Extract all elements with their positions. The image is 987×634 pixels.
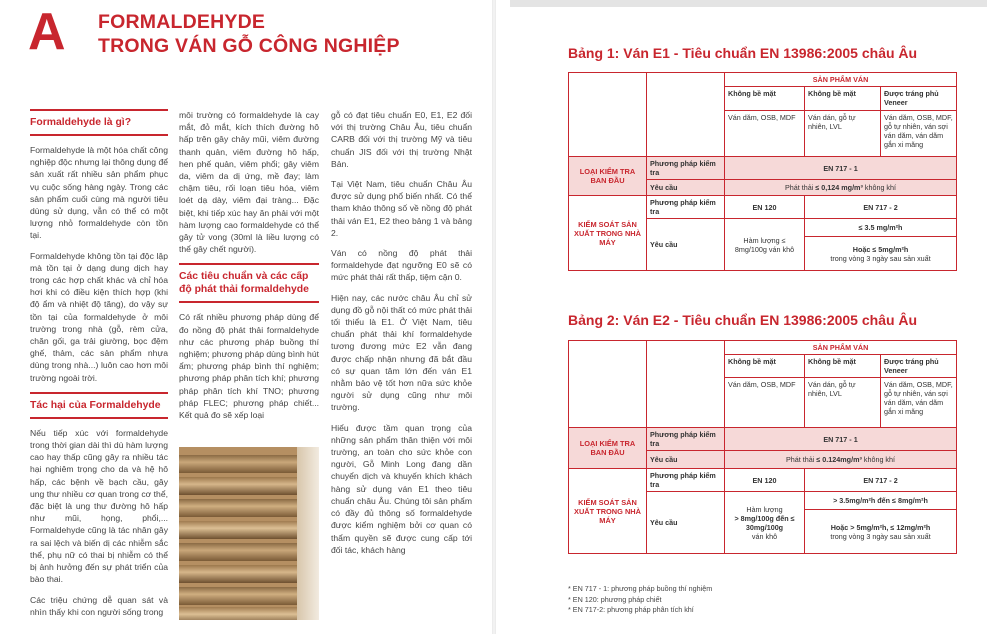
paragraph: Hiện nay, các nước châu Âu chỉ sử dụng đồ gỗ nội thất có mức phát thải tối thiểu là E1. Ở Việt Nam, tiêu chuẩn phát thải khí formaldehyde tương đương mức E2 vẫn đang được chấp nhận nhưng đã bắt đầu có sự quan tâm lớn đến ván E1 nhằm bảo vệ tốt hơn nữa sức khỏe người sử dụng cũng như môi trường. <box>331 292 472 413</box>
factory-req-a <box>725 492 805 554</box>
section-heading-standards: Các tiêu chuẩn và các cấp độ phát thải formaldehyde <box>179 263 319 303</box>
factory-control-label: KIỂM SOÁT SẢN XUẤT TRONG NHÀ MÁY <box>569 196 647 271</box>
paragraph: Formaldehyde không tồn tại độc lập mà tồn tại ở dạng dung dịch hay trong các hợp chất khác và chỉ hóa hơi khi có điều kiện thích hợp (khi độ ẩm và nhiệt độ tăng), do vậy sự tồn tại của formaldehyde ở môi trường trong nhà (gỗ, rèm cửa, chăn gối, ga trải giường, bọc đệm ghế, thảm, các sản phẩm nhựa dùng trong nhà...) luôn cao hơn môi trường ngoài trời. <box>30 250 168 383</box>
req-value: > 8mg/100g đến ≤ 30mg/100g <box>734 513 795 532</box>
col-product: Ván dăm, OSB, MDF <box>725 378 805 428</box>
footnotes <box>568 584 712 616</box>
req-text: ván khô <box>751 531 778 541</box>
factory-control-label: KIỂM SOÁT SẢN XUẤT TRONG NHÀ MÁY <box>569 469 647 554</box>
col-product: Ván dăm, OSB, MDF, gỗ tự nhiên, ván sợi ván dăm, ván dăm gắn xi măng <box>881 378 957 428</box>
top-bar <box>510 0 987 7</box>
req-value: Hoặc ≤ 5mg/m²h <box>852 244 909 254</box>
table-corner <box>647 73 725 157</box>
initial-method: EN 717 - 1 <box>725 157 957 180</box>
col-product: Ván dán, gỗ tự nhiên, LVL <box>805 111 881 157</box>
method-label: Phương pháp kiểm tra <box>647 196 725 219</box>
factory-method-b: EN 717 - 2 <box>805 469 957 492</box>
footnote: * EN 120: phương pháp chiết <box>568 594 662 604</box>
paragraph: Các triệu chứng dễ quan sát và nhìn thấy khi con người sống trong <box>30 594 168 617</box>
req-text: Phát thải <box>785 455 817 464</box>
table-2-title: Bảng 2: Ván E2 - Tiêu chuẩn EN 13986:2005 châu Âu <box>568 312 918 328</box>
table-1 <box>568 72 957 271</box>
requirement-label: Yêu cầu <box>647 492 725 554</box>
footnote: * EN 717 - 1: phương pháp buồng thí nghiệm <box>568 584 713 593</box>
footnote: * EN 717-2: phương pháp phân tích khí <box>568 605 694 614</box>
section-heading-what-is: Formaldehyde là gì? <box>30 109 168 136</box>
paragraph: Nếu tiếp xúc với formaldehyde trong thời gian dài thì dù hàm lượng cao hay thấp cũng gây ra nhiều tác hại nghiêm trọng cho da và hệ hô hấp, các bệnh về bạch cầu, gây ung thư nhiều cơ quan trong cơ thể, đặc biệt là ung thư đường hô hấp như mũi, họng, phổi,... Formaldehyde cũng là tác nhân gây ra sai lệch và biến dị các nhiễm sắc thể, phụ nữ có thai bị nhiễm có thể bị ảnh hưởng đến sự phát triển của bào thai. <box>30 427 168 585</box>
initial-requirement <box>725 180 957 196</box>
text-column-1 <box>30 109 168 626</box>
req-text: không khí <box>862 183 897 192</box>
section-heading-harm: Tác hại của Formaldehyde <box>30 392 168 419</box>
product-header: SẢN PHẨM VÁN <box>725 73 957 87</box>
paragraph: Có rất nhiều phương pháp dùng để đo nồng độ phát thải formaldehyde như các phương pháp buồng thí nghiệm; phương pháp dùng bình hút ẩm; phương pháp bình thí nghiệm; phương pháp phân tích khí; phương pháp phân tích khí TNO; phương pháp FLEC; phương pháp chiết... Kết quả đo sẽ xếp loại <box>179 312 319 421</box>
factory-method-a: EN 120 <box>725 196 805 219</box>
req-text: Phát thải <box>784 183 816 192</box>
paragraph: Ván có nồng độ phát thải formaldehyde đạt ngưỡng E0 sẽ có mức phát thải rất thấp, tiệm cận 0. <box>331 248 472 283</box>
method-label: Phương pháp kiểm tra <box>647 469 725 492</box>
requirement-label: Yêu cầu <box>647 180 725 196</box>
table-1-title: Bảng 1: Ván E1 - Tiêu chuẩn EN 13986:2005 châu Âu <box>568 45 918 61</box>
col-head: Không bề mặt <box>805 87 881 111</box>
wood-boards-photo <box>179 447 319 620</box>
requirement-label: Yêu cầu <box>647 451 725 469</box>
table-2 <box>568 340 957 554</box>
req-text: không khí <box>861 455 896 464</box>
paragraph: môi trường có formaldehyde là cay mắt, đỏ mắt, kích thích đường hô hấp trên gây chảy mũi, viêm đường thanh quản, viêm đường hô hấp, hen phế quản, viêm phổi; gây viêm da, viêm da dị ứng, mề đay; làm chậm tiêu, rối loạn tiêu hóa, viêm loét dạ dày, viêm đại tràng... Đặc biệt, khi tiếp xúc hay ăn phải với một hàm lượng cao formaldehyde có thể gây tử vong (30ml là liều lượng có thể gây chết người). <box>179 110 319 255</box>
table-corner <box>569 73 647 157</box>
product-header: SẢN PHẨM VÁN <box>725 341 957 355</box>
col-product: Ván dán, gỗ tự nhiên, LVL <box>805 378 881 428</box>
col-head: Được tráng phủ Veneer <box>881 355 957 378</box>
col-head: Không bề mặt <box>725 355 805 378</box>
table-corner <box>647 341 725 428</box>
title-line-1: FORMALDEHYDE <box>98 11 266 33</box>
factory-method-a: EN 120 <box>725 469 805 492</box>
initial-check-label: LOẠI KIỂM TRA BAN ĐẦU <box>569 428 647 469</box>
factory-req-a: Hàm lượng ≤ 8mg/100g ván khô <box>725 219 805 271</box>
page-title <box>98 10 400 58</box>
page-spine <box>492 0 496 634</box>
method-label: Phương pháp kiểm tra <box>647 157 725 180</box>
factory-req-b1: ≤ 3.5 mg/m²h <box>805 219 957 237</box>
method-label: Phương pháp kiểm tra <box>647 428 725 451</box>
req-text: trong vòng 3 ngày sau sản xuất <box>830 253 931 263</box>
req-value: ≤ 0,124 mg/m³ <box>815 183 863 192</box>
factory-method-b: EN 717 - 2 <box>805 196 957 219</box>
text-column-2 <box>179 109 319 429</box>
section-letter: A <box>28 3 66 61</box>
paragraph: Tại Việt Nam, tiêu chuẩn Châu Âu được sử dụng phổ biến nhất. Có thể tham khảo thông số về nồng độ phát thải ván E1, E2 theo bảng 1 và bảng 2. <box>331 179 472 238</box>
initial-requirement <box>725 451 957 469</box>
paragraph: gỗ có đạt tiêu chuẩn E0, E1, E2 đối với thị trường Châu Âu, tiêu chuẩn CARB đối với thị trường Mỹ và tiêu chuẩn JIS đối với thị trường Nhật Bản. <box>331 110 472 169</box>
text-column-3 <box>331 109 472 564</box>
req-text: trong vòng 3 ngày sau sản xuất <box>830 531 931 541</box>
req-value: Hoặc > 5mg/m²h, ≤ 12mg/m²h <box>830 522 931 532</box>
requirement-label: Yêu cầu <box>647 219 725 271</box>
initial-method: EN 717 - 1 <box>725 428 957 451</box>
table-corner <box>569 341 647 428</box>
col-head: Không bề mặt <box>725 87 805 111</box>
req-value: ≤ 0.124mg/m³ <box>816 455 862 464</box>
col-head: Được tráng phủ Veneer <box>881 87 957 111</box>
initial-check-label: LOẠI KIỂM TRA BAN ĐẦU <box>569 157 647 196</box>
req-text: Hàm lượng <box>746 504 783 514</box>
col-product: Ván dăm, OSB, MDF <box>725 111 805 157</box>
factory-req-b1: > 3.5mg/m²h đến ≤ 8mg/m²h <box>805 492 957 510</box>
paragraph: Hiểu được tầm quan trọng của những sản phẩm thân thiện với môi trường, an toàn cho sức khỏe con người, Gỗ Minh Long đang dần chuyển dịch và khuyến khích khách hàng sử dụng ván E1 theo tiêu chuẩn châu Âu. Chúng tôi sản phẩm có đầy đủ thông số formaldehyde được kiểm nghiệm bởi cơ quan có thẩm quyền sẽ được cung cấp tới đối tác, khách hàng <box>331 422 472 555</box>
col-head: Không bề mặt <box>805 355 881 378</box>
title-line-2: TRONG VÁN GỖ CÔNG NGHIỆP <box>98 35 400 57</box>
factory-req-b2 <box>805 510 957 554</box>
col-product: Ván dăm, OSB, MDF, gỗ tự nhiên, ván sợi ván dăm, ván dăm gắn xi măng <box>881 111 957 157</box>
factory-req-b2 <box>805 237 957 271</box>
paragraph: Formaldehyde là một hóa chất công nghiệp độc nhưng lại thông dụng để sản xuất rất nhiều sản phẩm phục vụ cuộc sống hàng ngày. Trong các sản phẩm cuối cùng mà người tiêu dùng sử dụng, vẫn có thể có một lượng nhỏ formaldehyde còn tồn tại. <box>30 145 168 241</box>
